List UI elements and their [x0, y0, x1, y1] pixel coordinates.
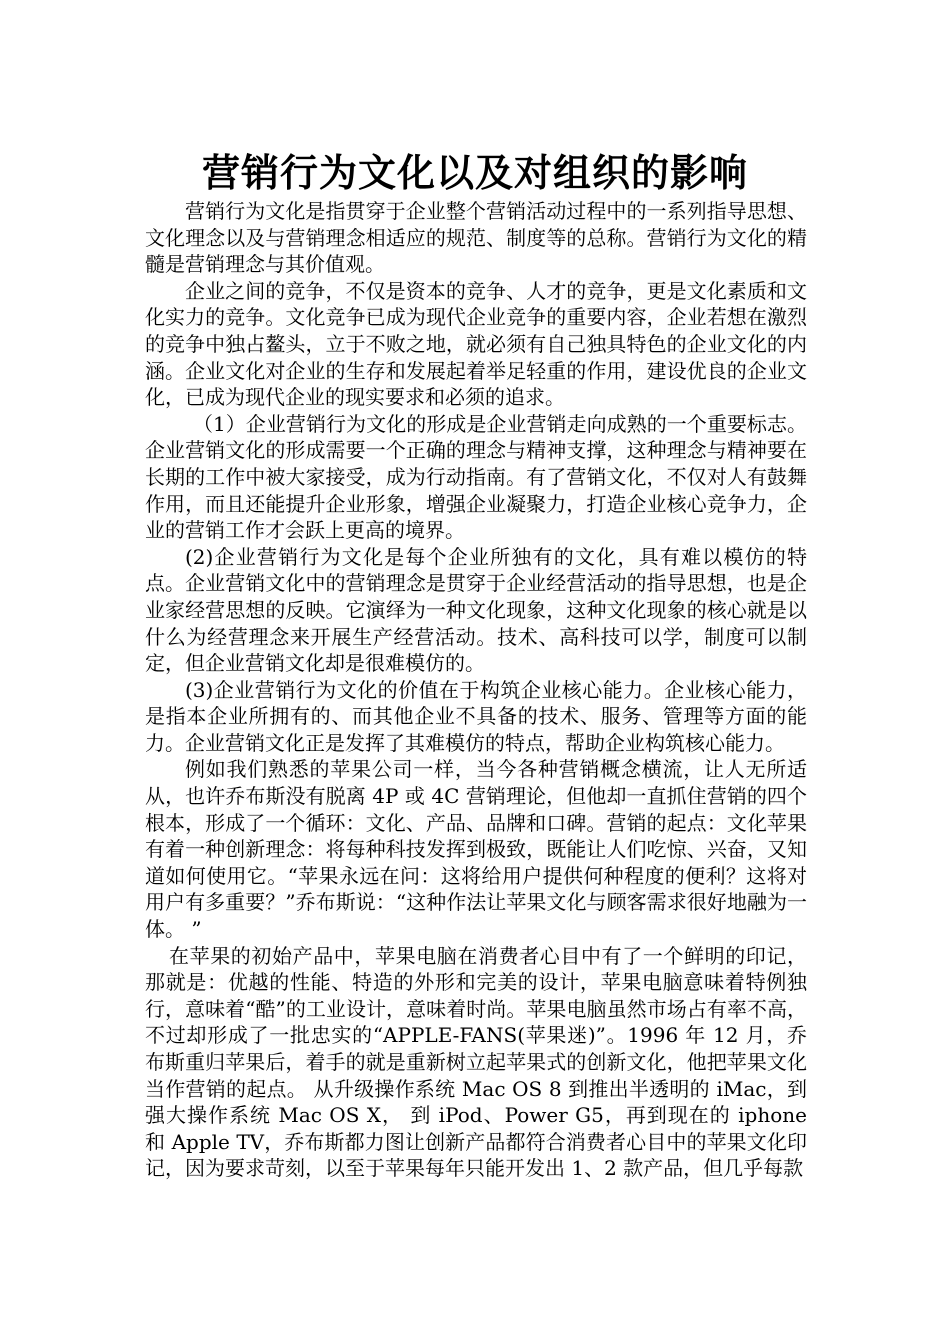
paragraph-definition: 营销行为文化是指贯穿于企业整个营销活动过程中的一系列指导思想、文化理念以及与营销理念相适应的规范、制度等的总称。营销行为文化的精髓是营销理念与其价值观。: [145, 199, 807, 277]
paragraph-point-3: (3)企业营销行为文化的价值在于构筑企业核心能力。企业核心能力，是指本企业所拥有的、而其他企业不具备的技术、服务、管理等方面的能力。企业营销文化正是发挥了其难模仿的特点，帮助企业构筑核心能力。: [145, 677, 807, 755]
paragraph-competition: 企业之间的竞争，不仅是资本的竞争、人才的竞争，更是文化素质和文化实力的竞争。文化竞争已成为现代企业竞争的重要内容，企业若想在激烈的竞争中独占鳌头，立于不败之地，就必须有自己独具特色的企业文化的内涵。企业文化对企业的生存和发展起着举足轻重的作用，建设优良的企业文化，已成为现代企业的现实要求和必须的追求。: [145, 278, 807, 410]
paragraph-point-1: （1）企业营销行为文化的形成是企业营销走向成熟的一个重要标志。企业营销文化的形成需要一个正确的理念与精神支撑，这种理念与精神要在长期的工作中被大家接受，成为行动指南。有了营销文化，不仅对人有鼓舞作用，而且还能提升企业形象，增强企业凝聚力，打造企业核心竞争力，企业的营销工作才会跃上更高的境界。: [145, 411, 807, 543]
paragraph-point-2: (2)企业营销行为文化是每个企业所独有的文化，具有难以模仿的特点。企业营销文化中的营销理念是贯穿于企业经营活动的指导思想，也是企业家经营思想的反映。它演绎为一种文化现象，这种文化现象的核心就是以什么为经营理念来开展生产经营活动。技术、高科技可以学，制度可以制定，但企业营销文化却是很难模仿的。: [145, 544, 807, 676]
document-title: 营销行为文化以及对组织的影响: [201, 151, 748, 196]
paragraph-apple-example: 例如我们熟悉的苹果公司一样，当今各种营销概念横流，让人无所适从，也许乔布斯没有脱离 4P 或 4C 营销理论，但他却一直抓住营销的四个根本，形成了一个循环：文化、产品、品牌和口碑。营销的起点：文化苹果有着一种创新理念：将每种科技发挥到极致，既能让人们吃惊、兴奋，又知道如何使用它。“苹果永远在问：这将给用户提供何种程度的便利？这将对用户有多重要？”乔布斯说：“这种作法让苹果文化与顾客需求很好地融为一体。 ”: [145, 757, 807, 942]
paragraph-apple-products: 在苹果的初始产品中，苹果电脑在消费者心目中有了一个鲜明的印记，那就是：优越的性能、特造的外形和完美的设计，苹果电脑意味着特例独行，意味着“酷”的工业设计，意味着时尚。苹果电脑虽然市场占有率不高，不过却形成了一批忠实的“APPLE-FANS(苹果迷)”。1996 年 12 月，乔布斯重归苹果后，着手的就是重新树立起苹果式的创新文化，他把苹果文化当作营销的起点。 从升级操作系统 Mac OS 8 到推出半透明的 iMac，到强大操作系统 Mac OS X， 到 iPod、Power G5，再到现在的 iphone 和 Apple TV，乔布斯都力图让创新产品都符合消费者心目中的苹果文化印记，因为要求苛刻，以至于苹果每年只能开发出 1、2 款产品，但几乎每款: [145, 943, 807, 1181]
document-body: [145, 198, 807, 1182]
